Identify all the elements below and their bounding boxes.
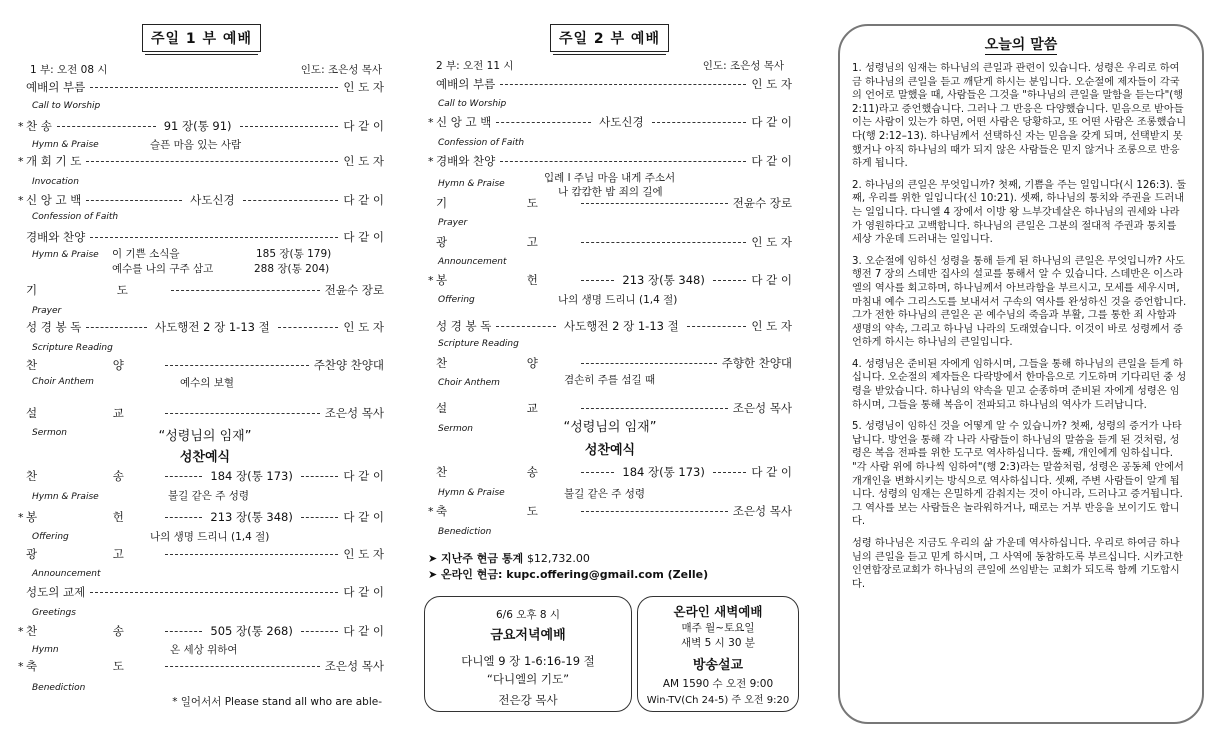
order-hymn: 찬 송 184 장(통 173) 다 같 이 xyxy=(436,465,793,479)
eng-label: Announcement xyxy=(32,569,101,579)
service1-time: 1 부: 오전 08 시 xyxy=(30,64,108,76)
eng-label: Sermon xyxy=(438,424,473,434)
hymn-note: 불길 같은 주 성령 xyxy=(168,490,250,502)
dawn-days: 매주 월~토요일 xyxy=(681,622,755,634)
message-paragraph: 1. 성령님의 임재는 하나님의 큰일과 관련이 있습니다. 성령은 우리로 하여금 하나님의 큰일을 듣고 깨닫게 하시는 분입니다. 오순절에 제자들이 각국의 언어로 말했을 때, 사람들은 그것을 "하나님의 큰일을 말함을 듣는다"(행 2:11)라고 증언했습니다. 그러나 그 반응은 다양했습니다. 믿음으로 받아들이는 사람이 있는가 하면, 어떤 사람은 당황하고, 또 어떤 사람은 조롱했습니다(행 2:12–13). 하나님께서 선택하신 자는 믿음을 갖게 되며, 선택받지 못했거나 아직 하나님의 때가 되지 않은 사람들은 믿지 않거나 조롱으로 반응하게 됩니다. xyxy=(852,63,1187,170)
praise-song-2-number: 288 장(통 204) xyxy=(254,263,330,275)
eng-label: Confession of Faith xyxy=(32,212,119,222)
order-benediction: * 축 도 조은성 목사 xyxy=(18,659,384,673)
service2-time: 2 부: 오전 11 시 xyxy=(436,60,514,72)
stand-footnote: * 일어서서 Please stand all who are able- xyxy=(172,696,382,708)
sermon-title: “성령님의 임재” xyxy=(563,420,657,435)
todays-word-heading: 오늘의 말씀 xyxy=(984,37,1058,53)
eng-label: Invocation xyxy=(32,177,79,187)
order-prayer: 기 도 전윤수 장로 xyxy=(26,283,384,297)
hymn-note: 불길 같은 주 성령 xyxy=(564,488,646,500)
eng-label: Scripture Reading xyxy=(438,339,519,349)
eng-label: Sermon xyxy=(32,428,67,438)
eng-label: Choir Anthem xyxy=(438,378,500,388)
order-hymn-2: 찬 송 184 장(통 173) 다 같 이 xyxy=(26,469,385,483)
order-anthem: 찬 양 주향한 찬양대 xyxy=(436,356,792,370)
service1-title: 주일 1 부 예배 xyxy=(142,24,261,52)
eng-label: Announcement xyxy=(438,257,507,267)
eng-label: Scripture Reading xyxy=(32,343,113,353)
order-scripture: 성 경 봉 독 사도행전 2 장 1-13 절 인 도 자 xyxy=(26,320,384,334)
dawn-time: 새벽 5 시 30 분 xyxy=(681,637,755,649)
eng-label: Hymn & Praise xyxy=(32,250,99,260)
friday-title: 금요저녁예배 xyxy=(490,628,566,643)
broadcast-am: AM 1590 수 오전 9:00 xyxy=(662,678,774,690)
praise-song-2: 예수를 나의 구주 삼고 xyxy=(112,263,214,275)
praise-song-1-number: 185 장(통 179) xyxy=(256,248,332,260)
dawn-title: 온라인 새벽예배 xyxy=(673,604,763,619)
eng-label: Hymn & Praise xyxy=(32,140,99,150)
order-hymn-3: * 찬 송 505 장(통 268) 다 같 이 xyxy=(18,624,385,638)
order-call-to-worship: 예배의 부름 인 도 자 xyxy=(436,77,792,91)
message-paragraph: 4. 성령님은 준비된 자에게 임하시며, 그들을 통해 하나님의 큰일을 듣게 하십니다. 오순절의 제자들은 다락방에서 한마음으로 기도하며 기다리던 중 성령을 받았습니다. 하나님의 약속을 믿고 순종하며 준비된 자에게 성령은 임하시며, 그들을 통해 복음이 전파되고 하나님의 역사가 드러납니다. xyxy=(852,358,1187,411)
order-creed: * 신 앙 고 백 사도신경 다 같 이 xyxy=(18,193,385,207)
eng-label: Offering xyxy=(32,532,69,542)
order-scripture: 성 경 봉 독 사도행전 2 장 1-13 절 인 도 자 xyxy=(436,319,792,333)
friday-preacher: 전은강 목사 xyxy=(498,693,558,707)
order-creed: * 신 앙 고 백 사도신경 다 같 이 xyxy=(428,115,793,129)
arrow-bullet-icon: ➤ xyxy=(428,552,442,565)
eng-label: Benediction xyxy=(438,527,492,537)
message-paragraph: 5. 성령님이 임하신 것을 어떻게 알 수 있습니까? 첫째, 성령의 증거가 나타납니다. 방언을 통해 각 나라 사람들이 하나님의 말씀을 듣게 된 것처럼, 성령은 복음 전파를 위한 도구로 역사하십니다. 둘째, 개인에게 임하십니다. "각 사람 위에 하나씩 임하여"(행 2:3)라는 말씀처럼, 성령은 공동체 안에서 개개인을 변화시키는 방식으로 역사하십니다. 셋째, 주변 사람들이 알게 됩니다. 성령의 임재는 은밀하게 감춰지는 것이 아니라, 드러나고 증거됩니다. 그 역사를 보는 사람들은 놀라워하거나, 때로는 거부 반응을 보이기도 합니다. xyxy=(852,421,1184,528)
service2-leader: 인도: 조은성 목사 xyxy=(702,60,784,72)
service2-title: 주일 2 부 예배 xyxy=(550,24,669,52)
dawn-service-box xyxy=(637,596,799,712)
online-offering: ➤ 온라인 현금: kupc.offering@gmail.com (Zelle) xyxy=(428,568,709,581)
offering-stats: ➤ 지난주 현금 통계 $12,732.00 xyxy=(428,552,590,565)
eng-label: Offering xyxy=(438,295,475,305)
order-call-to-worship: 예배의 부름 인 도 자 xyxy=(26,80,384,94)
eng-label: Hymn & Praise xyxy=(438,179,505,189)
order-anthem: 찬 양 주찬양 찬양대 xyxy=(26,358,384,372)
hymn-note: 온 세상 위하여 xyxy=(170,644,238,656)
order-sermon: 설 교 조은성 목사 xyxy=(26,406,384,420)
friday-sermon-title: “다니엘의 기도” xyxy=(486,672,570,686)
message-paragraph: 3. 오순절에 임하신 성령을 통해 듣게 된 하나님의 큰일은 무엇입니까? 사도행전 7 장의 스데반 집사의 설교를 통해서 알 수 있습니다. 스데반은 이스라엘의 역사를 회고하며, 하나님께서 아브라함을 부르시고, 모세를 세우시며, 마침내 예수 그리스도를 보내셔서 구속의 역사를 완성하신 것을 증언합니다. 그가 전한 하나님의 큰일은 곧 예수님의 죽음과 부활, 그를 통한 죄 사함과 생명의 약속, 그리고 하나님 나라의 도래였습니다. 이것이 바로 성령께서 증언하게 하시는 하나님의 큰일입니다. xyxy=(852,255,1187,349)
eng-label: Hymn & Praise xyxy=(438,488,505,498)
friday-scripture: 다니엘 9 장 1-6:16-19 절 xyxy=(461,654,595,668)
friday-date: 6/6 오후 8 시 xyxy=(495,609,561,621)
eng-label: Call to Worship xyxy=(32,101,101,111)
eng-label: Call to Worship xyxy=(438,99,507,109)
message-paragraphs xyxy=(852,62,1188,599)
order-greetings: 성도의 교제 다 같 이 xyxy=(26,585,384,599)
order-invocation: * 개 회 기 도 인 도 자 xyxy=(18,154,384,168)
anthem-title: 예수의 보혈 xyxy=(180,377,235,389)
order-announcement: 광 고 인 도 자 xyxy=(436,235,792,249)
eng-label: Choir Anthem xyxy=(32,377,94,387)
message-paragraph: 성령 하나님은 지금도 우리의 삶 가운데 역사하십니다. 우리로 하여금 하나님의 큰일을 듣고 믿게 하시며, 그 사역에 동참하도록 부르십니다. 시카고한인연합장로교회가 하나님의 큰일에 쓰임받는 교회가 되도록 함께 기도합시다. xyxy=(852,538,1183,590)
eng-label: Hymn & Praise xyxy=(32,492,99,502)
order-sermon: 설 교 조은성 목사 xyxy=(436,401,792,415)
eng-label: Prayer xyxy=(32,306,62,316)
message-paragraph: 2. 하나님의 큰일은 무엇입니까? 첫째, 기쁨을 주는 일입니다(시 126:3). 둘째, 우리를 위한 일입니다(신 10:21). 셋째, 하나님의 통치와 주권을 드러내는 일입니다. 다니엘 4 장에서 이방 왕 느부갓네살은 하나님의 권세와 나라가 영원하다고 고백합니다. 하나님의 큰일은 그분의 절대적 주권과 통치를 세상 가운데 드러내는 일입니다. xyxy=(852,179,1187,246)
order-hymn-1: * 찬 송 91 장(통 91) 다 같 이 xyxy=(18,119,385,133)
broadcast-tv: Win-TV(Ch 24-5) 주 오전 9:20 xyxy=(646,695,790,706)
todays-word-panel xyxy=(838,24,1204,724)
friday-service-box xyxy=(424,596,632,712)
praise-song-1: 이 기쁜 소식을 xyxy=(112,248,180,260)
eng-label: Benediction xyxy=(32,683,86,693)
eng-label: Prayer xyxy=(438,218,468,228)
order-praise: 경배와 찬양 다 같 이 xyxy=(26,230,384,244)
service1-leader: 인도: 조은성 목사 xyxy=(300,64,382,76)
anthem-title: 겸손히 주를 섬길 때 xyxy=(564,374,656,386)
eng-label: Greetings xyxy=(32,608,76,618)
eng-label: Confession of Faith xyxy=(438,138,525,148)
sermon-title: “성령님의 임재” xyxy=(158,429,252,444)
order-prayer: 기 도 전윤수 장로 xyxy=(436,196,792,210)
offering-note: 나의 생명 드리니 (1,4 절) xyxy=(558,294,678,306)
order-offering: * 봉 헌 213 장(통 348) 다 같 이 xyxy=(428,273,793,287)
order-benediction: * 축 도 조은성 목사 xyxy=(428,504,792,518)
hymn-note: 슬픈 마음 있는 사람 xyxy=(150,139,242,151)
order-praise: * 경배와 찬양 다 같 이 xyxy=(428,154,792,168)
praise-song-2: 나 캄캄한 밤 죄의 길에 xyxy=(558,186,663,198)
broadcast-title: 방송설교 xyxy=(692,658,744,673)
arrow-bullet-icon: ➤ xyxy=(428,568,442,581)
eng-label: Hymn xyxy=(32,645,59,655)
order-offering: * 봉 헌 213 장(통 348) 다 같 이 xyxy=(18,510,385,524)
communion-heading: 성찬예식 xyxy=(584,443,636,458)
communion-heading: 성찬예식 xyxy=(179,450,231,465)
order-announcement: 광 고 인 도 자 xyxy=(26,547,384,561)
offering-note: 나의 생명 드리니 (1,4 절) xyxy=(150,531,270,543)
praise-song-1: 입례 l 주님 마음 내게 주소서 xyxy=(544,172,676,184)
